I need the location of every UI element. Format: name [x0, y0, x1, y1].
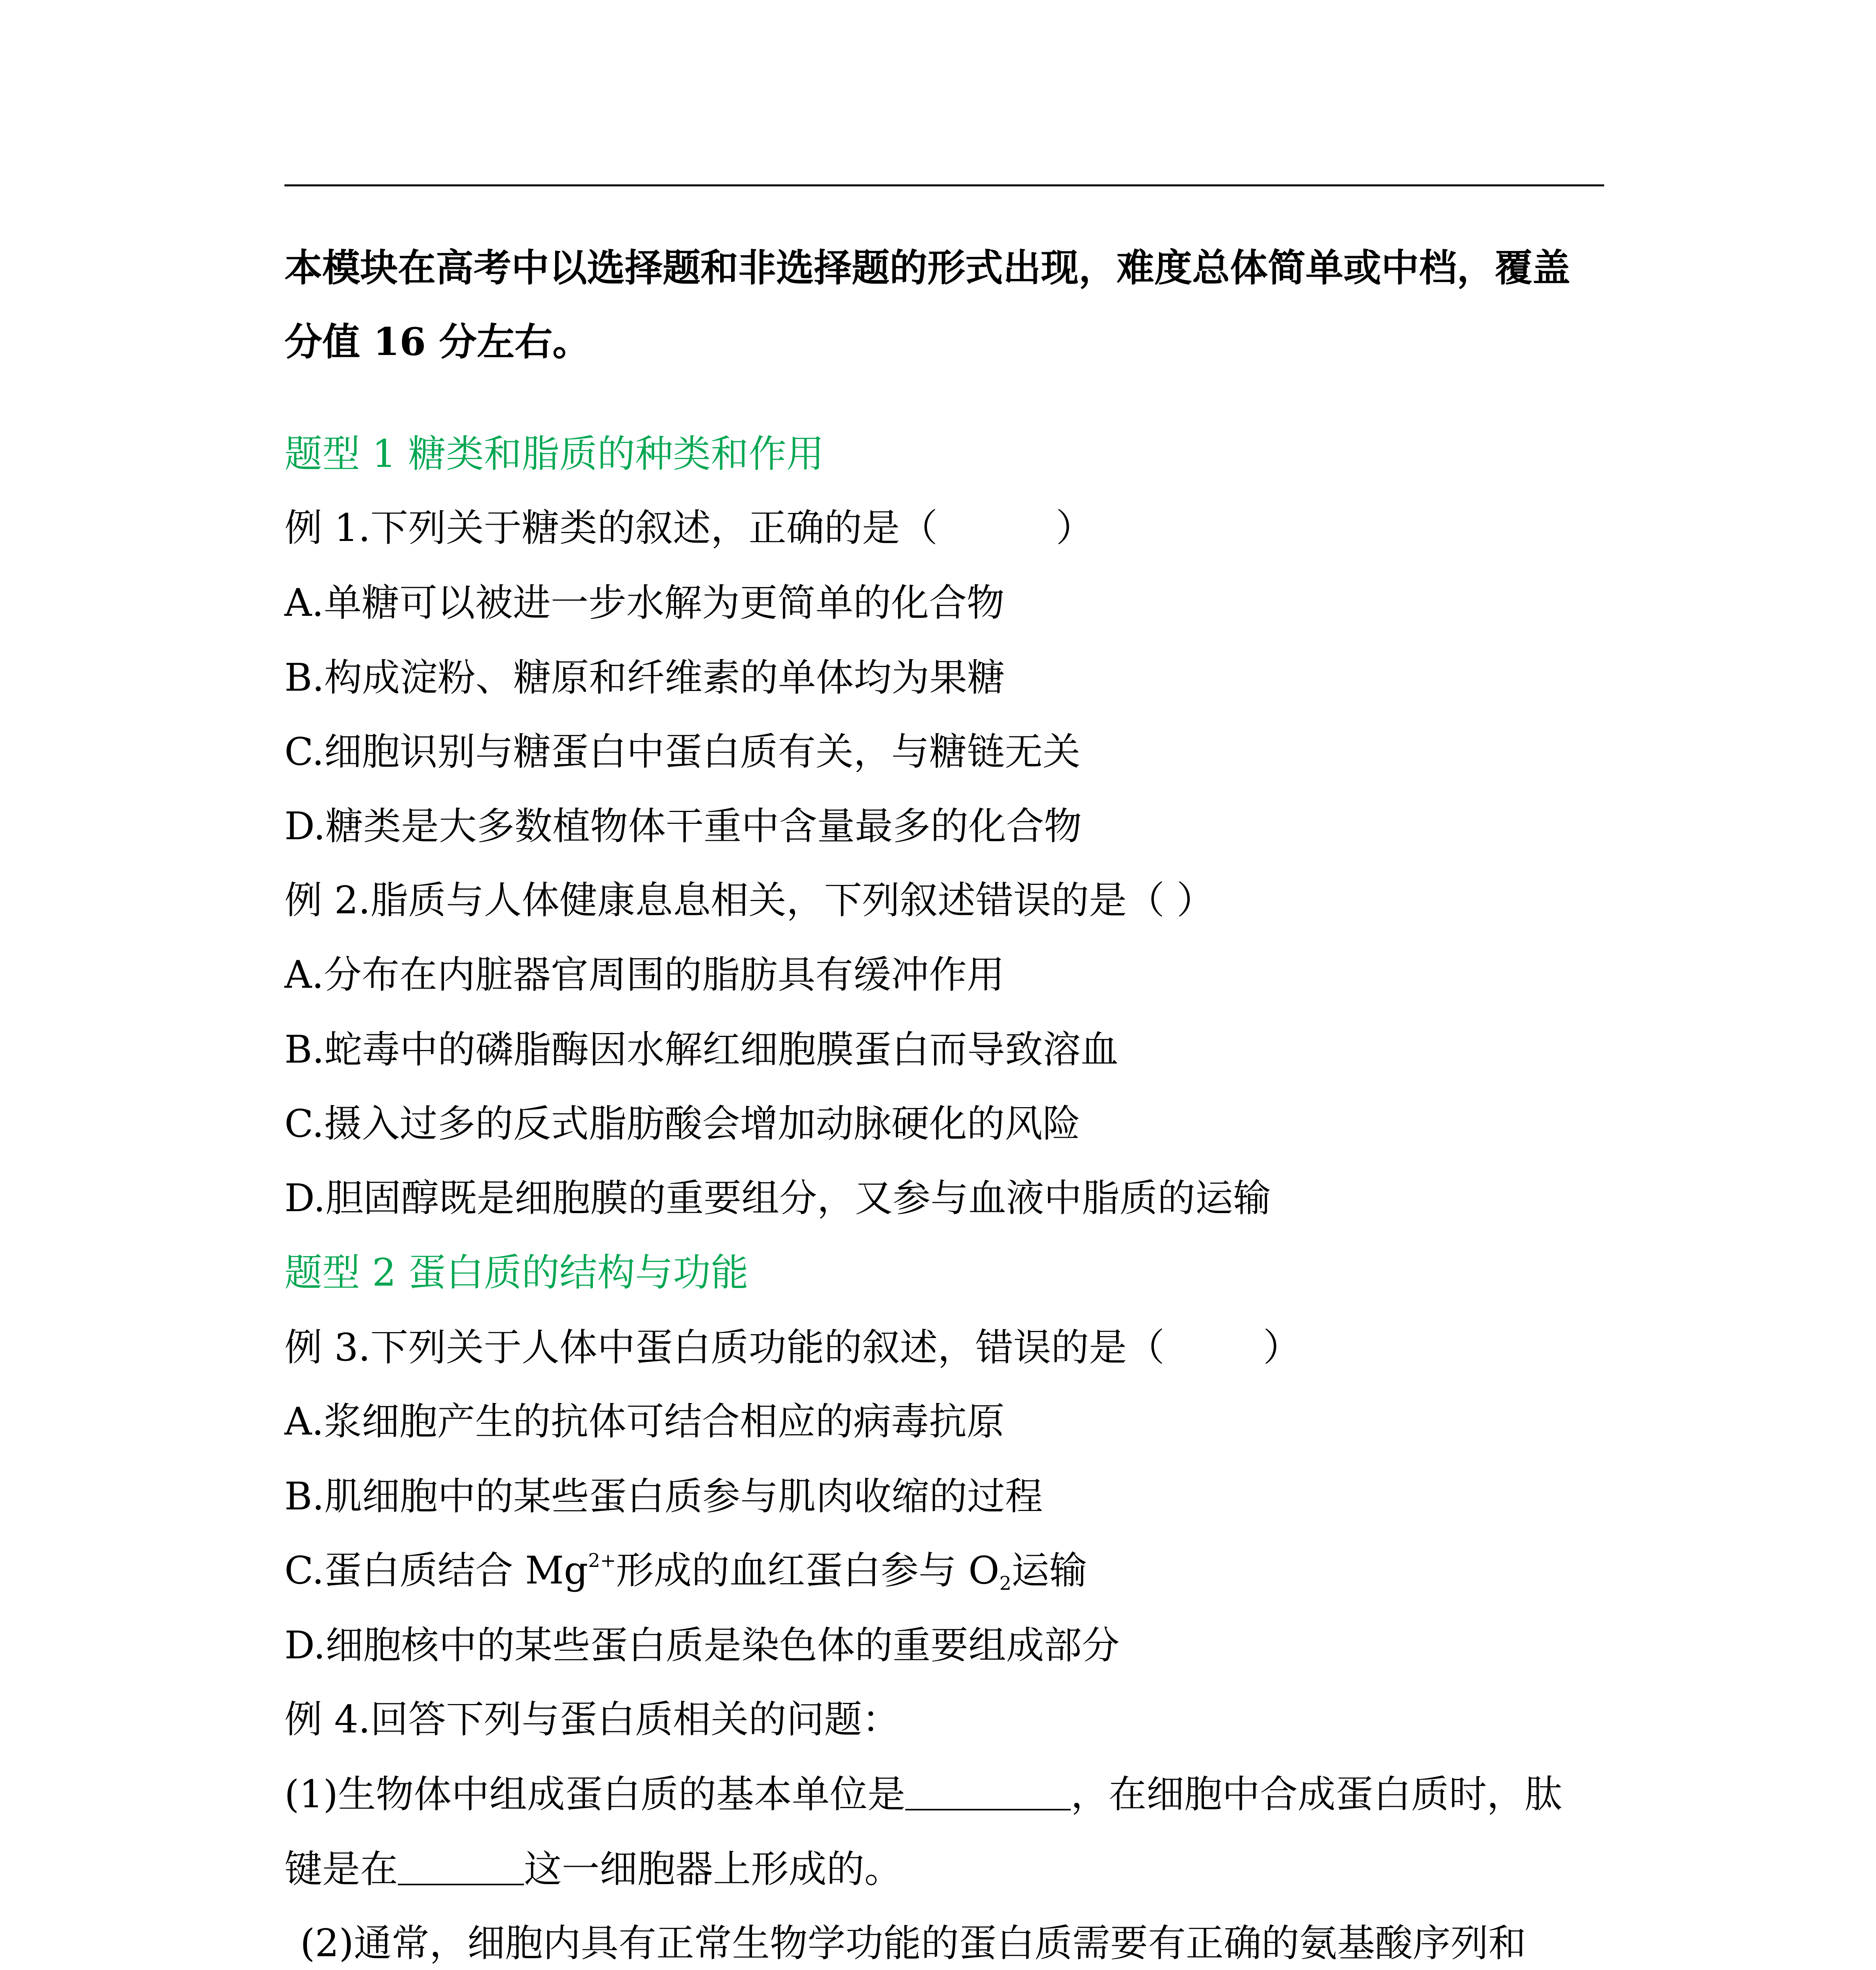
subscript-two: 2 [999, 1572, 1012, 1595]
header-rule [284, 184, 1604, 186]
q1-text-c: 键是在 [284, 1847, 398, 1891]
example-4-part-1-line-1 [284, 1771, 1562, 1818]
fill-blank-1[interactable] [905, 1773, 1071, 1810]
option-c-part-2: 形成的血红蛋白参与 O [616, 1548, 999, 1593]
example-2-question: 例 2.脂质与人体健康息息相关，下列叙述错误的是（ ） [284, 878, 1215, 922]
example-3-question-text: 例 3.下列关于人体中蛋白质功能的叙述，错误的是（ [284, 1325, 1165, 1370]
example-3-close-paren: ） [1263, 1325, 1301, 1370]
example-3-question [284, 1324, 1301, 1371]
example-1-close-paren: ） [1056, 506, 1094, 550]
example-1-question [284, 504, 1094, 552]
section-1-title: 题型 1 糖类和脂质的种类和作用 [284, 432, 825, 476]
fill-blank-2[interactable] [398, 1847, 524, 1885]
example-2-option-c: C.摄入过多的反式脂肪酸会增加动脉硬化的风险 [284, 1102, 1081, 1146]
example-2-option-d: D.胆固醇既是细胞膜的重要组分，又参与血液中脂质的运输 [284, 1176, 1271, 1220]
q1-text-d: 这一细胞器上形成的。 [524, 1847, 902, 1891]
superscript-charge: 2+ [588, 1550, 616, 1572]
example-1-option-b: B.构成淀粉、糖原和纤维素的单体均为果糖 [284, 656, 1005, 700]
example-3-option-b: B.肌细胞中的某些蛋白质参与肌肉收缩的过程 [284, 1474, 1043, 1518]
example-1-option-c: C.细胞识别与糖蛋白中蛋白质有关，与糖链无关 [284, 730, 1081, 774]
q1-text-b: ，在细胞中合成蛋白质时，肽 [1070, 1772, 1562, 1816]
example-3-option-a: A.浆细胞产生的抗体可结合相应的病毒抗原 [284, 1399, 1005, 1444]
example-2-option-b: B.蛇毒中的磷脂酶因水解红细胞膜蛋白而导致溶血 [284, 1028, 1119, 1072]
intro-line-2: 分值 16 分左右。 [284, 320, 591, 364]
section-2-title: 题型 2 蛋白质的结构与功能 [284, 1251, 749, 1295]
option-c-part-3: 运输 [1011, 1548, 1087, 1593]
option-c-part-1: C.蛋白质结合 Mg [284, 1548, 588, 1593]
example-2-option-a: A.分布在内脏器官周围的脂肪具有缓冲作用 [284, 953, 1005, 997]
example-4-question: 例 4.回答下列与蛋白质相关的问题： [284, 1697, 900, 1741]
example-3-option-d: D.细胞核中的某些蛋白质是染色体的重要组成部分 [284, 1623, 1120, 1667]
example-3-option-c [284, 1547, 1087, 1594]
example-4-part-2-line-1: (2)通常，细胞内具有正常生物学功能的蛋白质需要有正确的氨基酸序列和 [300, 1921, 1526, 1965]
example-1-question-text: 例 1.下列关于糖类的叙述，正确的是（ [284, 506, 938, 550]
intro-line-1: 本模块在高考中以选择题和非选择题的形式出现，难度总体简单或中档，覆盖 [284, 245, 1570, 290]
example-1-option-d: D.糖类是大多数植物体干重中含量最多的化合物 [284, 804, 1082, 848]
q1-text-a: (1)生物体中组成蛋白质的基本单位是 [284, 1772, 905, 1816]
example-1-option-a: A.单糖可以被进一步水解为更简单的化合物 [284, 581, 1005, 625]
example-4-part-1-line-2 [284, 1845, 902, 1893]
